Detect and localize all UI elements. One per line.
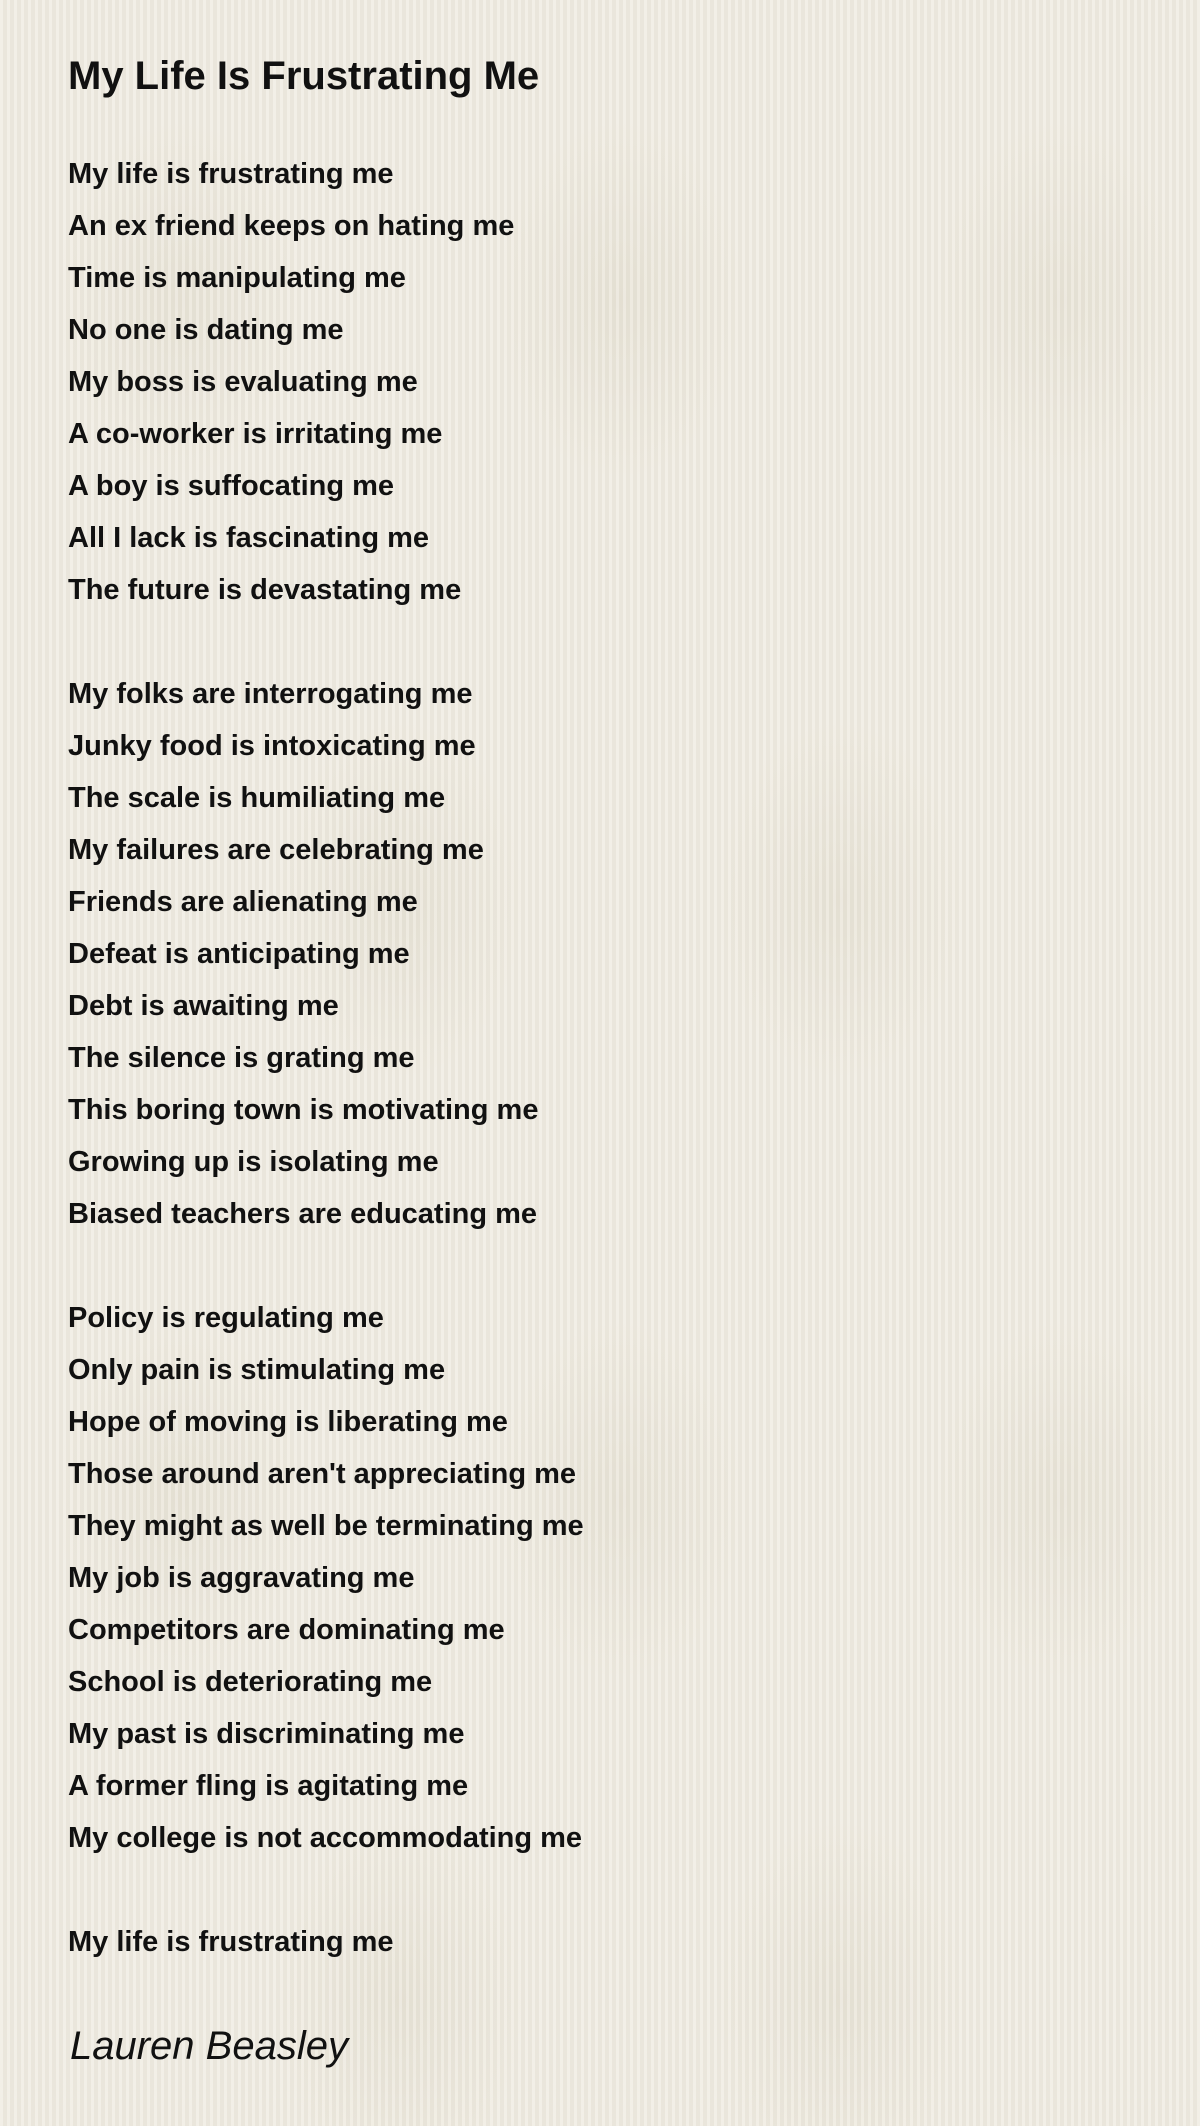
poem-line: Competitors are dominating me [68,1614,505,1646]
poem-stanza [68,1292,1148,1864]
poem-line: My failures are celebrating me [68,834,484,866]
poem-line: Only pain is stimulating me [68,1354,446,1386]
poem-container [68,50,1148,2072]
poem-line: They might as well be terminating me [68,1510,584,1542]
poem-stanza [68,148,1148,616]
poem-line: This boring town is motivating me [68,1094,539,1126]
poem-line: My folks are interrogating me [68,678,473,710]
poem-line: Defeat is anticipating me [68,938,410,970]
poem-line: Those around aren't appreciating me [68,1458,577,1490]
poem-title: My Life Is Frustrating Me [68,54,540,98]
poem-line: My life is frustrating me [68,1926,394,1958]
poem-line: Friends are alienating me [68,886,418,918]
poem-line: My college is not accommodating me [68,1822,583,1854]
poem-line: My boss is evaluating me [68,366,418,398]
poem-author: Lauren Beasley [70,2024,348,2068]
poem-line: My job is aggravating me [68,1562,415,1594]
poem-line: Policy is regulating me [68,1302,384,1334]
poem-line: School is deteriorating me [68,1666,433,1698]
poem-line: Time is manipulating me [68,262,406,294]
poem-line: Biased teachers are educating me [68,1198,538,1230]
poem-line: No one is dating me [68,314,344,346]
poem-line: My life is frustrating me [68,158,394,190]
poem-line: Junky food is intoxicating me [68,730,476,762]
poem-line: An ex friend keeps on hating me [68,210,515,242]
poem-body [68,148,1148,1968]
poem-stanza [68,1916,1148,1968]
poem-line: All I lack is fascinating me [68,522,430,554]
poem-line: My past is discriminating me [68,1718,465,1750]
poem-line: The future is devastating me [68,574,462,606]
poem-line: The silence is grating me [68,1042,415,1074]
poem-line: A co-worker is irritating me [68,418,443,450]
poem-stanza [68,668,1148,1240]
poem-line: The scale is humiliating me [68,782,446,814]
poem-line: Debt is awaiting me [68,990,339,1022]
poem-line: Hope of moving is liberating me [68,1406,508,1438]
poem-line: A boy is suffocating me [68,470,395,502]
poem-line: Growing up is isolating me [68,1146,439,1178]
poem-line: A former fling is agitating me [68,1770,469,1802]
